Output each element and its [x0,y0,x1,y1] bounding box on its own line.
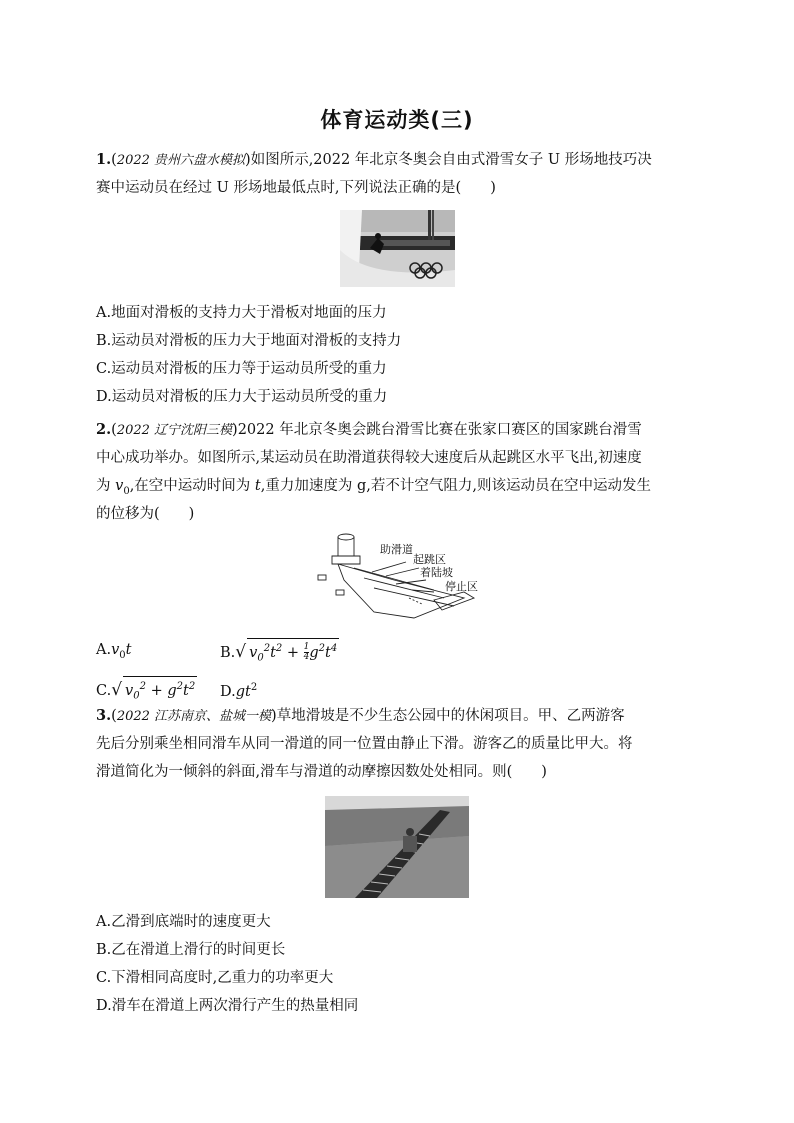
q2-line4: 的位移为( ) [96,506,195,522]
q1-number: 1. [96,151,112,168]
q2-option-c-expr: $v_0^2 + g^2t^2$ [123,676,197,707]
q1-option-a[interactable]: A.地面对滑板的支持力大于滑板对地面的压力 [96,305,387,321]
q2-line3-a: 为 [96,478,116,494]
page-title: 体育运动类(三) [320,108,474,132]
diagram-label-landing: 着陆坡 [420,566,453,579]
q2-option-a-t: t [125,642,132,658]
q3-number: 3. [96,707,112,724]
q3-option-a[interactable]: A.乙滑到底端时的速度更大 [96,914,271,930]
q1-option-b[interactable]: B.运动员对滑板的压力大于地面对滑板的支持力 [96,333,402,349]
q2-line3 [96,476,651,502]
q2-option-b-expr: $v_0^2t^2$ + $\frac{1}{4}$ $g^2t^4$ [247,638,339,669]
q2-option-d-expr: gt [235,683,251,700]
fraction-numerator: 1 [303,642,310,653]
q3-option-d[interactable]: D.滑车在滑道上两次滑行产生的热量相同 [96,998,359,1014]
q2-option-a-v: v [111,642,120,658]
q2-option-c[interactable] [96,676,197,707]
q3-src-open: ( [111,708,117,724]
q2-t-symbol: t [254,478,261,494]
q1-line2: 赛中运动员在经过 U 形场地最低点时,下列说法正确的是( ) [96,180,496,196]
q3-option-b[interactable]: B.乙在滑道上滑行的时间更长 [96,942,286,958]
q3-photo-grass-slide [325,796,469,898]
q3-line2: 先后分别乘坐相同滑车从同一滑道的同一位置由静止下滑。游客乙的质量比甲大。将 [96,736,633,752]
diagram-label-takeoff: 起跳区 [413,553,446,566]
q1-photo-ski-halfpipe [340,210,455,287]
q2-option-a-sub: 0 [119,649,126,661]
q2-source: 2022 辽宁沈阳三模 [116,423,233,438]
q2-option-a-label: A. [96,642,112,658]
diagram-label-run-in: 助滑道 [380,543,413,556]
q2-option-d-label: D. [220,683,236,700]
q1-option-d[interactable]: D.运动员对滑板的压力大于运动员所受的重力 [96,389,388,405]
q1-option-c[interactable]: C.运动员对滑板的压力等于运动员所受的重力 [96,361,387,377]
q3-line1-text: )草地滑坡是不少生态公园中的休闲项目。甲、乙两游客 [271,708,625,724]
q2-option-d[interactable]: $D.gt^2$ [220,682,258,700]
sqrt-symbol-icon: √ [111,679,123,700]
q3-line3: 滑道简化为一倾斜的斜面,滑车与滑道的动摩擦因数处处相同。则( ) [96,764,547,780]
q1-line1-text: )如图所示,2022 年北京冬奥会自由式滑雪女子 U 形场地技巧决 [245,152,652,168]
q2-option-c-label: C. [96,682,112,699]
sqrt-symbol-icon: √ [235,641,247,662]
q3-source: 2022 江苏南京、盐城一模 [116,709,272,724]
q2-line3-c: ,重力加速度为 g,若不计空气阻力,则该运动员在空中运动发生 [260,478,651,494]
q2-number: 2. [96,421,112,438]
q2-diagram-ski-jump [314,528,484,624]
q2-v0-sub: 0 [123,485,130,497]
q2-option-b[interactable] [220,638,339,669]
q2-line2: 中心成功举办。如图所示,某运动员在助滑道获得较大速度后从起跳区水平飞出,初速度 [96,450,642,466]
q1-src-open: ( [111,152,117,168]
q2-option-a[interactable] [96,640,132,666]
q3-option-c[interactable]: C.下滑相同高度时,乙重力的功率更大 [96,970,334,986]
q2-option-b-fraction [304,643,310,662]
q2-line1 [96,420,642,441]
q3-line1 [96,706,625,727]
q2-option-b-label: B. [220,644,236,661]
diagram-label-stop: 停止区 [445,580,478,593]
fraction-denominator: 4 [303,652,310,663]
q2-line1-text: )2022 年北京冬奥会跳台滑雪比赛在张家口赛区的国家跳台滑雪 [232,422,642,438]
q1-line1 [96,150,652,171]
q2-v0-symbol: v [115,478,124,494]
q2-src-open: ( [111,422,117,438]
q1-source: 2022 贵州六盘水模拟 [116,153,246,168]
q2-line3-b: ,在空中运动时间为 [129,478,255,494]
